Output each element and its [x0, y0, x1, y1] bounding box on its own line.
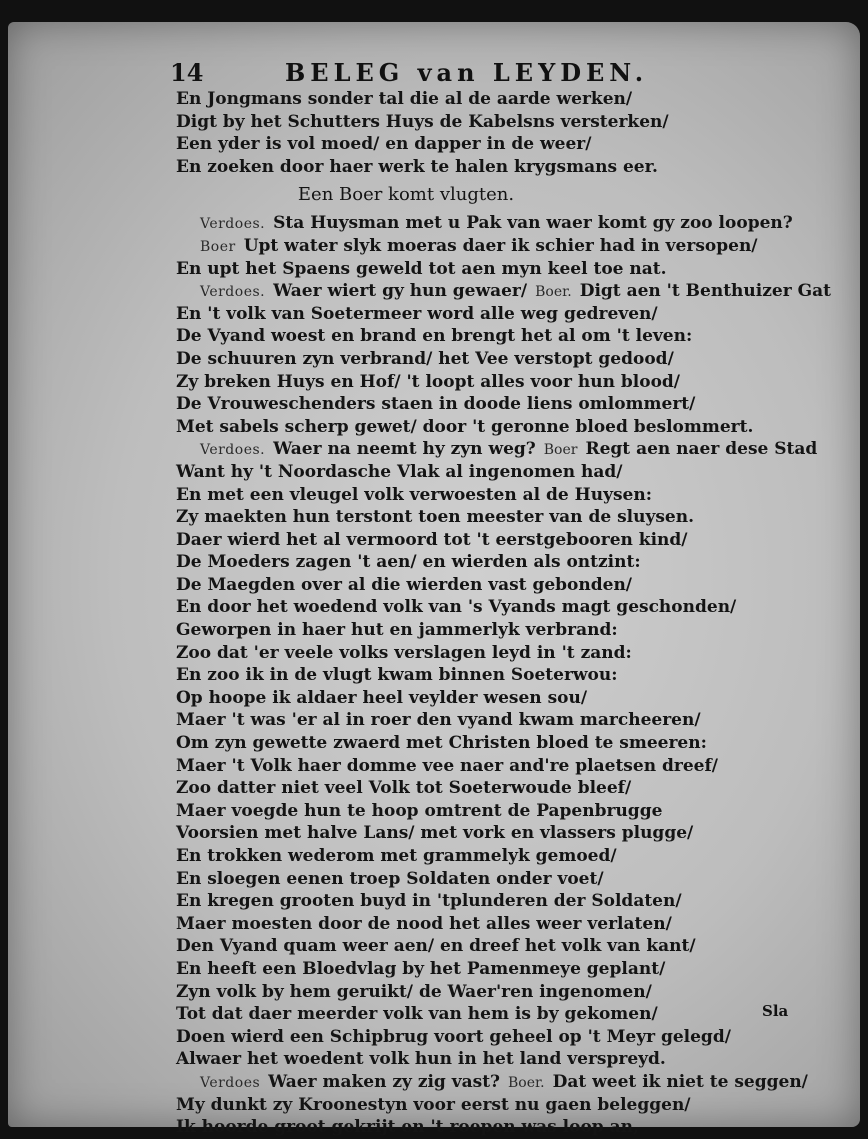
line-text: Zy breken Huys en Hof/ 't loopt alles voor hun blood/ — [176, 371, 681, 392]
verse-line — [176, 551, 816, 574]
verse-line — [176, 506, 816, 529]
line-text: Waer wiert gy hun gewaer/ — [273, 281, 528, 302]
verse-line — [176, 484, 816, 507]
verse-line — [176, 438, 816, 461]
line-text: De Moeders zagen 't aen/ en wierden als ontzint: — [176, 552, 641, 573]
speaker-label: Verdoes. — [200, 216, 266, 233]
page-header — [170, 58, 670, 86]
line-text: Tot dat daer meerder volk van hem is by gekomen/ — [176, 1004, 658, 1025]
verse-line — [176, 958, 816, 981]
line-text: Zoo dat 'er veele volks verslagen leyd in 't zand: — [176, 642, 632, 663]
line-text: Maer moesten door de nood het alles weer verlaten/ — [176, 913, 672, 934]
line-text: Dat weet ik niet te seggen/ — [552, 1071, 808, 1092]
line-text: Maer voegde hun te hoop omtrent de Papenbrugge — [176, 800, 663, 821]
line-text: Regt aen naer dese Stad — [585, 439, 818, 460]
section-heading — [176, 178, 636, 212]
verse-line — [176, 845, 816, 868]
line-text: Daer wierd het al vermoord tot 't eerstgebooren kind/ — [176, 529, 688, 550]
verse-line — [176, 709, 816, 732]
verse-line — [176, 1116, 816, 1139]
verse-line — [176, 574, 816, 597]
line-text: En met een vleugel volk verwoesten al de Huysen: — [176, 484, 652, 505]
verse-line — [176, 732, 816, 755]
line-text: Een yder is vol moed/ en dapper in de weer/ — [176, 134, 592, 155]
verse-line — [176, 777, 816, 800]
verse-line — [176, 88, 816, 111]
verse-line — [176, 393, 816, 416]
line-text: Om zyn gewette zwaerd met Christen bloed te smeeren: — [176, 733, 707, 754]
verse-line — [176, 461, 816, 484]
line-text: Alwaer het woedent volk hun in het land verspreyd. — [176, 1049, 666, 1070]
line-text: Digt by het Schutters Huys de Kabelsns versterken/ — [176, 111, 669, 132]
verse-line — [176, 325, 816, 348]
line-text: Met sabels scherp gewet/ door 't geronne bloed beslommert. — [176, 416, 754, 437]
line-text: De Maegden over al die wierden vast gebonden/ — [176, 574, 633, 595]
verse-line — [176, 981, 816, 1004]
verse-line — [176, 1026, 816, 1049]
verse-line — [176, 890, 816, 913]
line-text: En 't volk van Soetermeer word alle weg gedreven/ — [176, 303, 658, 324]
line-text: De Vyand woest en brand en brengt het al om 't leven: — [176, 326, 693, 347]
verse-line — [176, 755, 816, 778]
verse-line — [176, 156, 816, 179]
line-text: Op hoope ik aldaer heel veylder wesen sou/ — [176, 687, 588, 708]
verse-line — [176, 303, 816, 326]
verse-line — [176, 596, 816, 619]
line-text: En kregen grooten buyd in 'tplunderen der Soldaten/ — [176, 891, 682, 912]
verse-line — [176, 133, 816, 156]
heading-text: Een Boer komt vlugten. — [297, 184, 515, 206]
line-text: Ik hoorde groot gekrijt en 't roepen was loop an, — [176, 1117, 639, 1138]
verse-line — [176, 642, 816, 665]
verse-line — [176, 619, 816, 642]
speaker-label: Boer — [543, 442, 578, 459]
verse-line — [176, 868, 816, 891]
verse-line — [176, 1003, 816, 1026]
speaker-label: Verdoes. — [200, 284, 266, 301]
line-text: Geworpen in haer hut en jammerlyk verbrand: — [176, 620, 618, 641]
verse-line — [176, 935, 816, 958]
verse-line — [176, 1071, 816, 1094]
page-number: 14 — [170, 58, 204, 87]
line-text: Want hy 't Noordasche Vlak al ingenomen had/ — [176, 461, 623, 482]
line-text: Voorsien met halve Lans/ met vork en vlassers plugge/ — [176, 823, 694, 844]
speaker-label: Verdoes — [200, 1074, 261, 1091]
line-text: Doen wierd een Schipbrug voort geheel op 't Meyr gelegd/ — [176, 1026, 731, 1047]
verse-line — [176, 348, 816, 371]
line-text: En upt het Spaens geweld tot aen myn keel toe nat. — [176, 258, 667, 279]
line-text: En heeft een Bloedvlag by het Pamenmeye geplant/ — [176, 958, 666, 979]
line-text: Zyn volk by hem geruikt/ de Waer'ren ingenomen/ — [176, 981, 652, 1002]
line-text: My dunkt zy Kroonestyn voor eerst nu gaen beleggen/ — [176, 1094, 691, 1115]
line-text: En trokken wederom met grammelyk gemoed/ — [176, 846, 617, 866]
verse-line — [176, 800, 816, 823]
verse-line — [176, 280, 831, 303]
line-text: De Vrouweschenders staen in doode liens omlommert/ — [176, 394, 696, 415]
line-text: De schuuren zyn verbrand/ het Vee verstopt gedood/ — [176, 348, 674, 369]
verse-line — [176, 416, 816, 439]
line-text: Zoo datter niet veel Volk tot Soeterwoude bleef/ — [176, 778, 632, 799]
line-text: Sta Huysman met u Pak van waer komt gy zoo loopen? — [273, 213, 793, 234]
speaker-label: Boer. — [535, 284, 572, 301]
line-text: Zy maekten hun terstont toen meester van de sluysen. — [176, 507, 695, 528]
verse-line — [176, 822, 816, 845]
verse-line — [176, 913, 816, 936]
verse-line — [176, 258, 816, 281]
line-text: Upt water slyk moeras daer ik schier had in versopen/ — [243, 235, 758, 256]
line-text: Den Vyand quam weer aen/ en dreef het volk van kant/ — [176, 936, 696, 957]
speaker-label: Boer — [200, 238, 236, 255]
verse-line — [176, 111, 816, 134]
line-text: Waer na neemt hy zyn weg? — [273, 439, 536, 460]
verse-line — [176, 371, 816, 394]
verse-line — [176, 1094, 816, 1117]
speaker-label: Verdoes. — [200, 442, 266, 459]
line-text: Digt aen 't Benthuizer Gat — [579, 281, 831, 302]
verse-line — [176, 529, 816, 552]
line-text: Waer maken zy zig vast? — [268, 1071, 501, 1092]
line-text: En zoo ik in de vlugt kwam binnen Soeterwou: — [176, 665, 618, 686]
line-text: Maer 't was 'er al in roer den vyand kwam marcheeren/ — [176, 710, 701, 731]
verse-line — [176, 664, 816, 687]
line-text: En sloegen eenen troep Soldaten onder voet/ — [176, 868, 604, 889]
line-text: En door het woedend volk van 's Vyands magt geschonden/ — [176, 597, 737, 618]
verse-line — [176, 687, 816, 710]
verse-line — [176, 212, 816, 235]
running-title: BELEG van LEYDEN. — [285, 58, 649, 87]
catchword: Sla — [762, 1002, 789, 1020]
verse-line — [176, 235, 816, 258]
line-text: En zoeken door haer werk te halen krygsmans eer. — [176, 156, 658, 177]
speaker-label: Boer. — [508, 1074, 545, 1091]
verse-line — [176, 1048, 816, 1071]
verse-text — [176, 88, 831, 1139]
line-text: En Jongmans sonder tal die al de aarde werken/ — [176, 89, 633, 109]
line-text: Maer 't Volk haer domme vee naer and're plaetsen dreef/ — [176, 755, 718, 776]
